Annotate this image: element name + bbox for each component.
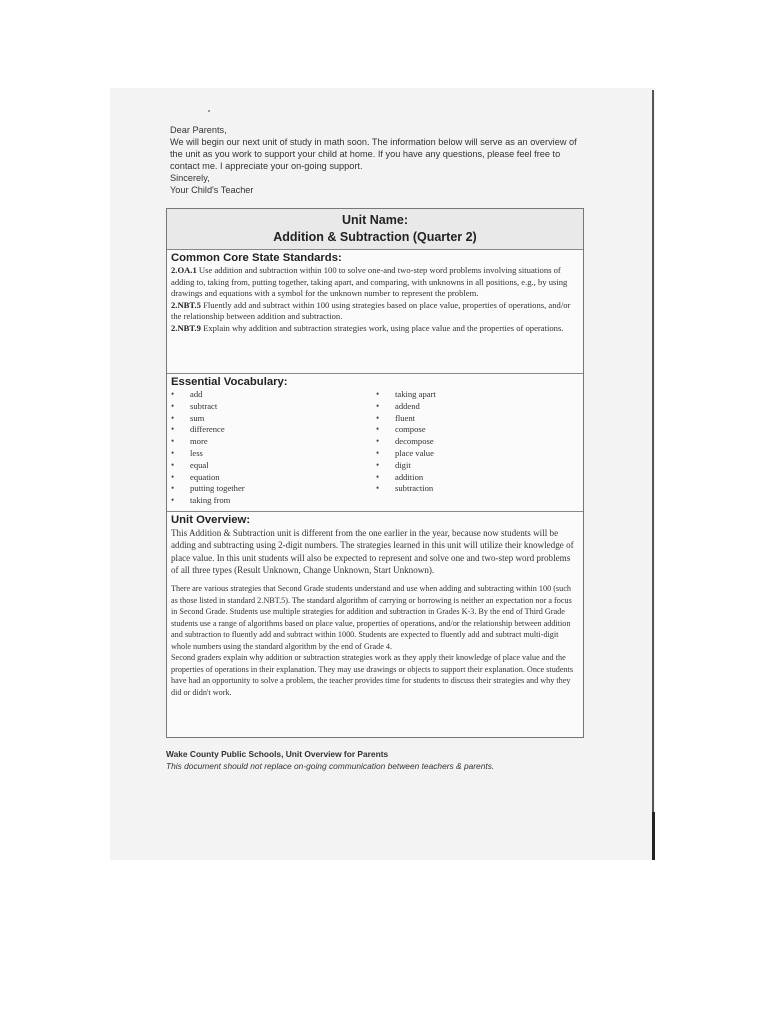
unit-overview-box: [166, 208, 584, 738]
letter-greeting: Dear Parents,: [170, 125, 227, 135]
vocab-item: • digit: [376, 460, 436, 472]
vocabulary-title: Essential Vocabulary:: [171, 376, 288, 388]
letter-closing: Sincerely,: [170, 173, 210, 184]
vocabulary-columns: [171, 389, 579, 507]
parent-letter: [170, 124, 590, 197]
standard-code: 2.OA.1: [171, 265, 197, 275]
standard-code: 2.NBT.5: [171, 299, 201, 310]
vocab-item: • decompose: [376, 436, 436, 448]
vocab-item: • taking from: [171, 495, 376, 507]
overview-section: [167, 513, 583, 698]
vocab-item: • less: [171, 448, 376, 460]
vocab-item: • add: [171, 389, 376, 401]
vocab-item: • sum: [171, 413, 376, 425]
vocab-item: • taking apart: [376, 389, 436, 401]
letter-signature: Your Child's Teacher: [170, 185, 254, 196]
letter-body: We will begin our next unit of study in math soon. The information below will serve as an overview of the unit as you work to support your child at home. If you have any questions, please feel free to contact me. I appreciate your on-going support.: [170, 137, 577, 172]
scan-edge-line: [652, 90, 654, 860]
vocab-item: • compose: [376, 424, 436, 436]
footer-source: Wake County Public Schools, Unit Overview for Parents: [166, 749, 389, 759]
vocabulary-list-left: [171, 389, 376, 507]
overview-title: Unit Overview:: [171, 514, 251, 526]
standard-item: [171, 265, 579, 300]
unit-name-header: [167, 209, 583, 250]
scan-speck: [208, 110, 210, 112]
footer-disclaimer: This document should not replace on-going communication between teachers & parents.: [166, 761, 495, 771]
standard-text: Use addition and subtraction within 100 to solve one-and two-step word problems involving situations of adding to, taking from, putting together, taking apart, and comparing, with unknowns in all positions, e.g., by using drawings and equations with a symbol for the unknown number to represent the problem.: [171, 265, 568, 299]
vocab-item: • subtraction: [376, 483, 436, 495]
scan-edge-mark: [652, 812, 655, 860]
vocab-item: • equal: [171, 460, 376, 472]
unit-name: Addition & Subtraction (Quarter 2): [273, 230, 477, 244]
standards-section: [167, 251, 583, 374]
vocab-item: • fluent: [376, 413, 436, 425]
overview-paragraph-2: There are various strategies that Second Grade students understand and use when adding and subtracting within 100 (such as those listed in standard 2.NBT.5). The standard algorithm of carrying or borrowing is neither an expectation nor a focus in Second Grade. Students use multiple strategies for addition and subtraction in Grades K-3. By the end of Third Grade students use a range of algorithms based on place value, properties of operations, and/or the relationship between addition and subtraction to fluently add and subtract within 1000. Students are expected to fluently add and subtract multi-digit whole numbers using the standard algorithm by the end of Grade 4.: [171, 584, 572, 651]
vocab-item: • addend: [376, 401, 436, 413]
standards-title: Common Core State Standards:: [171, 252, 342, 264]
vocabulary-section: [167, 375, 583, 512]
vocab-item: • addition: [376, 472, 436, 484]
standard-item: [171, 300, 579, 323]
vocab-item: • more: [171, 436, 376, 448]
overview-paragraph-3: Second graders explain why addition or subtraction strategies work as they apply their knowledge of place value and the properties of operations in their explanation. They may use drawings or objects to support their explanation. Once students have had an opportunity to solve a problem, the teacher provides time for students to discuss their strategies and why they did or didn't work.: [171, 653, 574, 697]
document-footer: [166, 748, 494, 772]
vocab-item: • subtract: [171, 401, 376, 413]
standard-text: Explain why addition and subtraction strategies work, using place value and the properties of operations.: [200, 322, 564, 333]
vocab-item: • place value: [376, 448, 436, 460]
vocab-item: • putting together: [171, 483, 376, 495]
vocab-item: • equation: [171, 472, 376, 484]
standards-list: [171, 265, 579, 335]
standard-text: Fluently add and subtract within 100 using strategies based on place value, properties of operations, and/or the relationship between addition and subtraction.: [171, 299, 571, 322]
vocabulary-list-right: [376, 389, 436, 507]
vocab-item: • difference: [171, 424, 376, 436]
overview-paragraph-1: This Addition & Subtraction unit is different from the one earlier in the year, because now students will be adding and subtracting using 2-digit numbers. The strategies learned in this unit will utilize their knowledge of place value. In this unit students will also be expected to represent and solve one and two-step word problems of all three types (Result Unknown, Change Unknown, Start Unknown).: [171, 528, 574, 575]
standard-item: [171, 323, 579, 335]
unit-name-label: Unit Name:: [342, 213, 408, 227]
standard-code: 2.NBT.9: [171, 322, 201, 333]
